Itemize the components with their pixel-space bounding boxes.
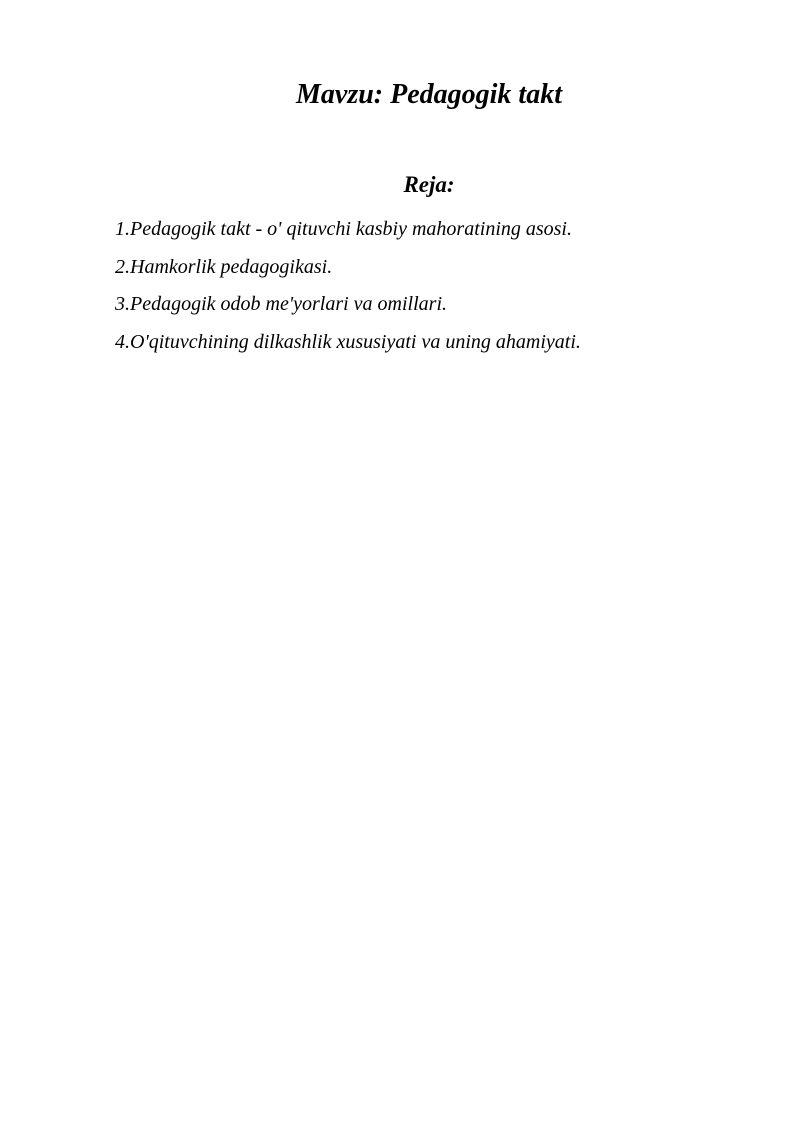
plan-item: 3.Pedagogik odob me'yorlari va omillari. [115,293,448,315]
plan-item: 2.Hamkorlik pedagogikasi. [115,255,333,278]
plan-item: 1.Pedagogik takt - o' qituvchi kasbiy mahoratining asosi. [115,218,572,240]
plan-item: 4.O'qituvchining dilkashlik xususiyati va uning ahamiyati. [115,330,581,353]
page-title: Mavzu: Pedagogik takt [296,79,562,110]
plan-list [115,211,581,361]
plan-heading: Reja: [403,172,455,197]
